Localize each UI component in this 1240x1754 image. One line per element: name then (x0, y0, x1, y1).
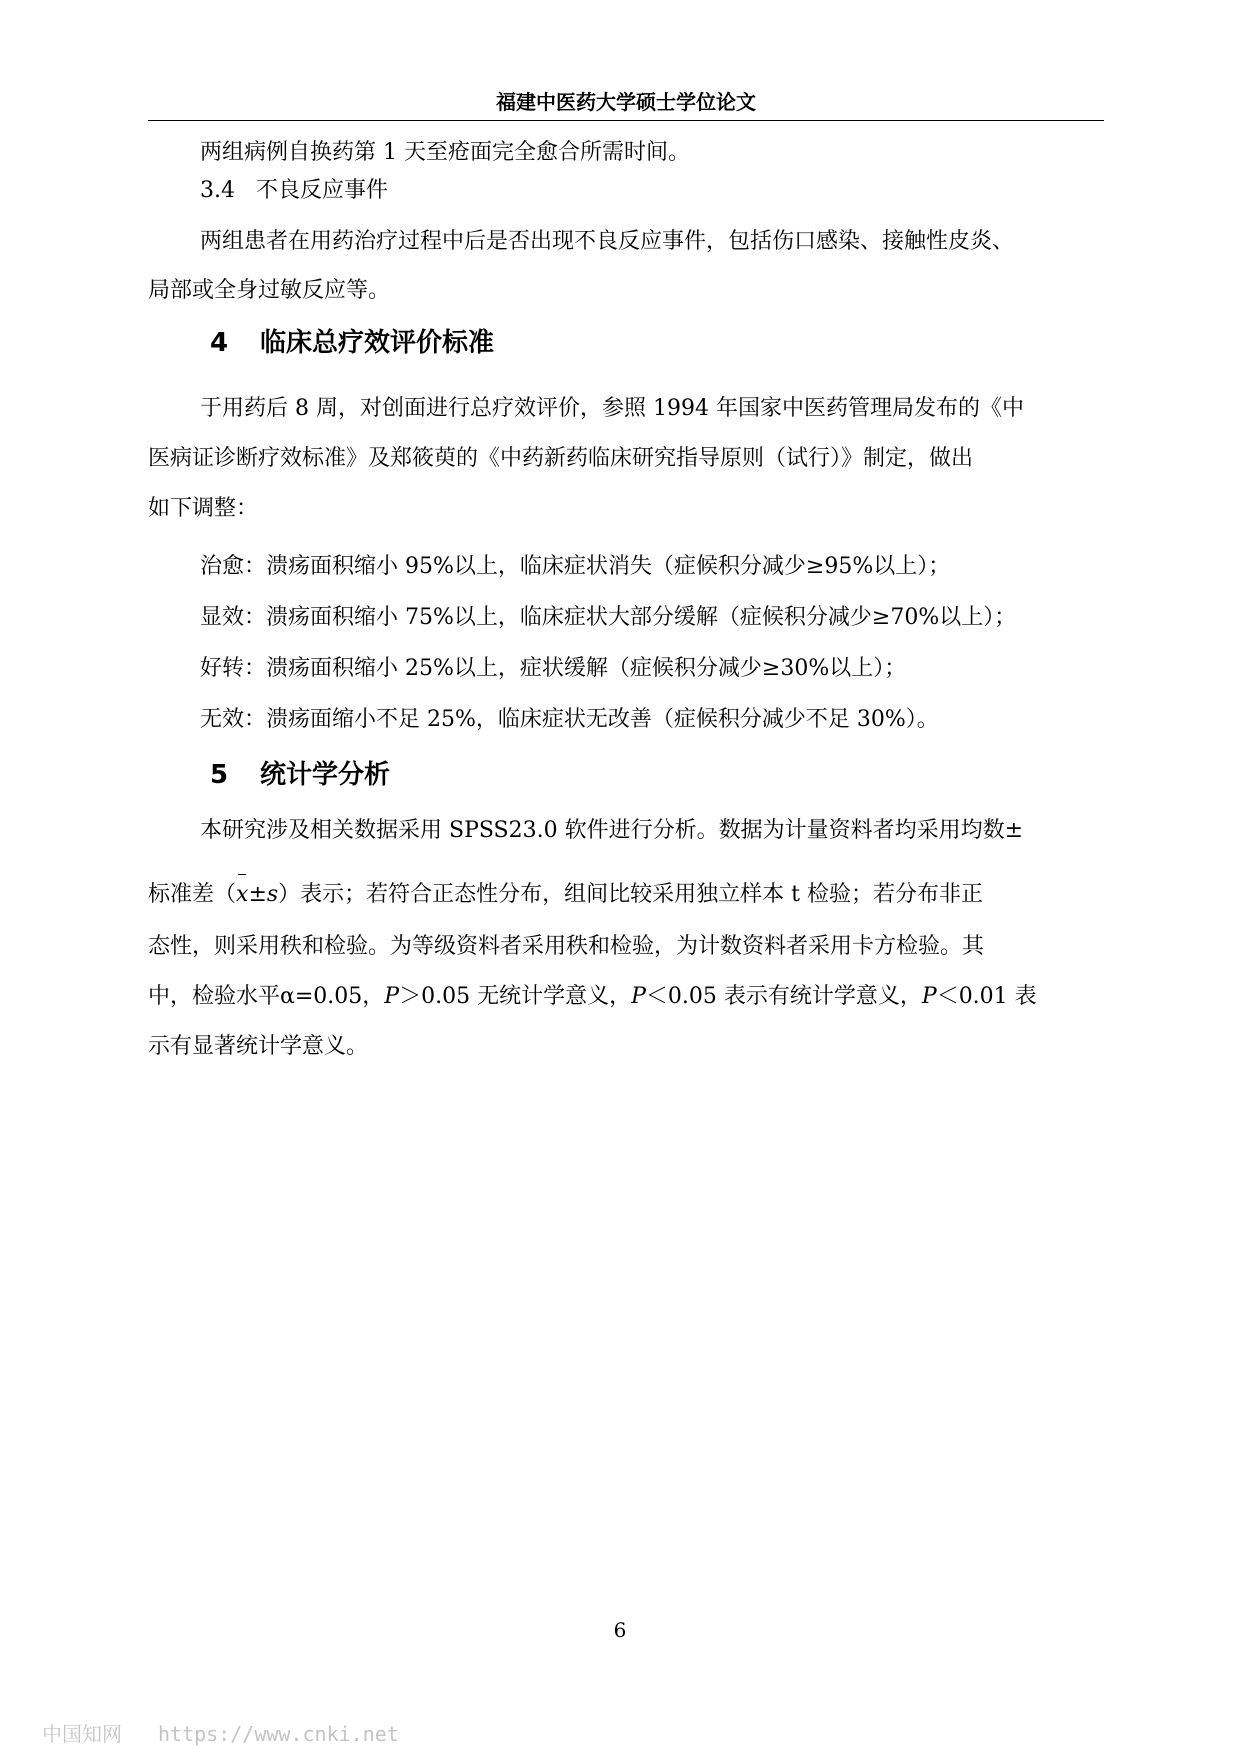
section-number: 5 (210, 760, 229, 790)
p-symbol: P (921, 984, 937, 1009)
header-rule (148, 120, 1104, 121)
mean-symbol: x (236, 880, 248, 910)
text-line: 于用药后 8 周，对创面进行总疗效评价，参照 1994 年国家中医药管理局发布的《中 (200, 396, 1024, 421)
section-number: 3.4 (200, 178, 235, 203)
page-number: 6 (613, 1618, 627, 1642)
section-title: 临床总疗效评价标准 (260, 328, 495, 358)
text-line: 本研究涉及相关数据采用 SPSS23.0 软件进行分析。数据为计量资料者均采用均数± (200, 818, 1024, 843)
section-number: 4 (210, 328, 229, 358)
text-segment: 标准差（ (148, 882, 237, 907)
section-title: 统计学分析 (260, 760, 391, 790)
watermark-logo-text: 中国知网 (42, 1722, 122, 1746)
text-line: 态性，则采用秩和检验。为等级资料者采用秩和检验，为计数资料者采用卡方检验。其 (148, 934, 985, 959)
text-segment: ＜0.01 表 (936, 984, 1037, 1009)
text-line (148, 880, 983, 910)
section-5-heading (210, 758, 390, 792)
running-header: 福建中医药大学硕士学位论文 (496, 90, 756, 114)
text-segment: ＞0.05 无统计学意义， (399, 984, 632, 1009)
text-segment: ）表示；若符合正态性分布，组间比较采用独立样本 t 检验；若分布非正 (278, 882, 984, 907)
text-line: 局部或全身过敏反应等。 (148, 278, 391, 303)
criteria-ineffective: 无效：溃疡面缩小不足 25%，临床症状无改善（症候积分减少不足 30%）。 (200, 707, 939, 732)
text-line: 如下调整： (148, 496, 259, 521)
p-symbol: P (384, 984, 400, 1009)
text-segment: ＜0.05 表示有统计学意义， (645, 984, 922, 1009)
section-3-4-heading (200, 176, 388, 206)
text-line: 示有显著统计学意义。 (148, 1034, 369, 1059)
watermark-url: https://www.cnki.net (158, 1722, 399, 1746)
criteria-improved: 好转：溃疡面积缩小 25%以上，症状缓解（症候积分减少≥30%以上）； (200, 656, 907, 681)
text-line: 两组病例自换药第 1 天至疮面完全愈合所需时间。 (200, 140, 690, 165)
plus-minus-symbol: ± (248, 882, 267, 907)
text-line: 医病证诊断疗效标准》及郑筱萸的《中药新药临床研究指导原则（试行）》制定，做出 (148, 446, 974, 471)
p-symbol: P (631, 984, 646, 1009)
watermark (42, 1718, 399, 1747)
text-line (148, 982, 1037, 1012)
text-line: 两组患者在用药治疗过程中后是否出现不良反应事件，包括伤口感染、接触性皮炎、 (200, 229, 1015, 254)
sd-symbol: s (266, 882, 279, 907)
text-segment: 中，检验水平α=0.05， (148, 984, 385, 1009)
criteria-cured: 治愈：溃疡面积缩小 95%以上，临床症状消失（症候积分减少≥95%以上）； (200, 554, 951, 579)
section-title: 不良反应事件 (256, 178, 389, 203)
section-4-heading (210, 326, 494, 360)
criteria-marked: 显效：溃疡面积缩小 75%以上，临床症状大部分缓解（症候积分减少≥70%以上）； (200, 605, 1017, 630)
